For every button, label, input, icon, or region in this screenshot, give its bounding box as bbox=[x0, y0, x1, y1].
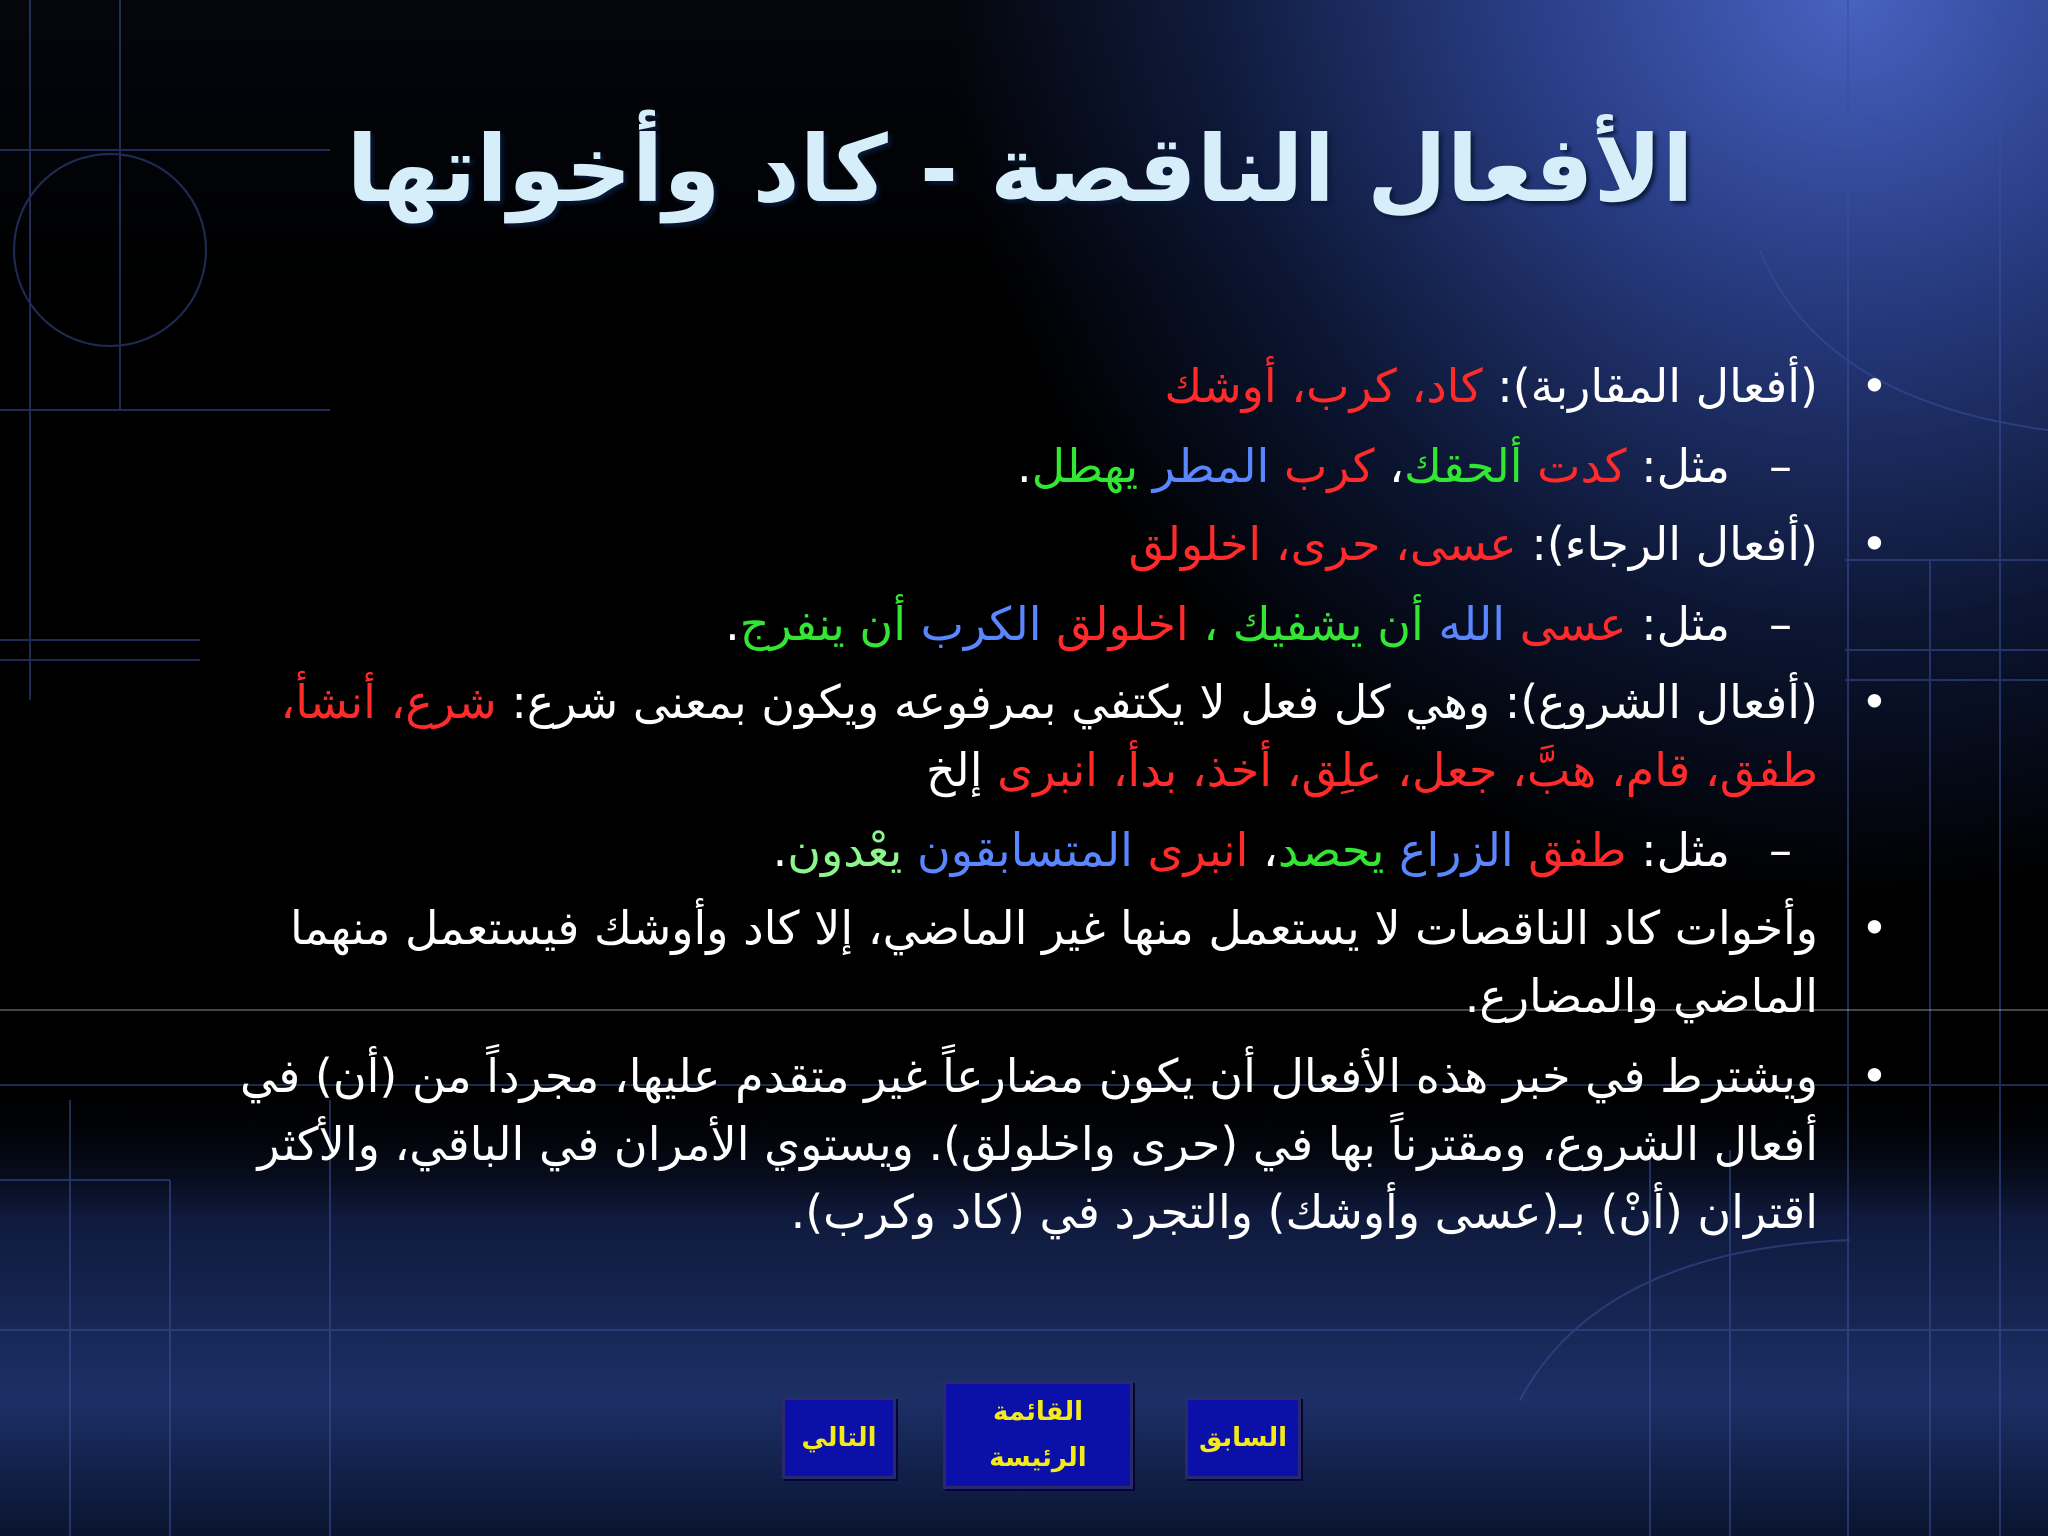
example-subject: المطر bbox=[1152, 439, 1284, 493]
bullet-text: ويشترط في خبر هذه الأفعال أن يكون مضارعاً غير متقدم عليها، مجرداً من (أن) في أفعال الشروع، ومقترناً بها في (حرى واخلولق). ويستوي الأمران في الباقي، والأكثر اقتران (أنْ) بـ(عسى وأوشك) والتجرد في (كاد وكرب). bbox=[239, 1049, 1818, 1239]
bullet-verbs-highlight: عسى، حرى، اخلولق bbox=[1128, 517, 1517, 571]
example-verb: عسى bbox=[1519, 597, 1627, 651]
dash-marker: – bbox=[1769, 597, 1792, 651]
example-label: مثل: bbox=[1626, 823, 1730, 877]
example-predicate: يعْدون bbox=[787, 823, 917, 877]
example-period: . bbox=[725, 597, 740, 651]
example-verb: انبرى bbox=[1147, 823, 1249, 877]
dash-marker: – bbox=[1769, 439, 1792, 493]
example-predicate: يحصد bbox=[1277, 823, 1400, 877]
example-predicate: يهطل bbox=[1031, 439, 1153, 493]
example-subject: المتسابقون bbox=[916, 823, 1148, 877]
example-subject: الزراع bbox=[1399, 823, 1529, 877]
bullet-lead: (أفعال الشروع): وهي كل فعل لا يكتفي بمرفوعه ويكون بمعنى شرع: bbox=[496, 675, 1818, 729]
previous-button[interactable]: السابق bbox=[1185, 1397, 1301, 1479]
bullet-hope-verbs bbox=[208, 510, 1818, 578]
example-hope-verbs bbox=[208, 590, 1818, 658]
example-separator: ، bbox=[1248, 823, 1278, 877]
dash-marker: – bbox=[1769, 823, 1792, 877]
example-inception-verbs bbox=[208, 816, 1818, 884]
example-subject: الكرب bbox=[920, 597, 1057, 651]
bullet-lead: (أفعال الرجاء): bbox=[1516, 517, 1818, 571]
example-separator: ، bbox=[1374, 439, 1404, 493]
example-period: . bbox=[1016, 439, 1032, 493]
bullet-tail: إلخ bbox=[925, 743, 998, 797]
bullet-tense-usage bbox=[208, 894, 1818, 1030]
bullet-verbs-highlight: كاد، كرب، أوشك bbox=[1164, 359, 1483, 413]
next-button[interactable]: التالي bbox=[782, 1397, 896, 1479]
slide-content bbox=[208, 352, 1818, 1258]
home-menu-button[interactable]: القائمة الرئيسة bbox=[943, 1381, 1133, 1489]
example-predicate: ألحقك bbox=[1404, 439, 1538, 493]
example-predicate: أن ينفرج bbox=[739, 597, 921, 651]
bullet-lead: (أفعال المقاربة): bbox=[1482, 359, 1818, 413]
example-label: مثل: bbox=[1626, 439, 1730, 493]
example-label: مثل: bbox=[1626, 597, 1730, 651]
example-predicate: أن يشفيك ، bbox=[1188, 597, 1439, 651]
bullet-verbs-highlight: شرع، أنشأ، طفق، قام، هبَّ، جعل، علِق، أخذ، بدأ، انبرى bbox=[280, 675, 1818, 797]
slide-title: الأفعال الناقصة - كاد وأخواتها bbox=[346, 116, 1694, 223]
example-verb: اخلولق bbox=[1056, 597, 1189, 651]
bullet-approach-verbs bbox=[208, 352, 1818, 420]
example-period: . bbox=[772, 823, 788, 877]
bullet-predicate-condition bbox=[208, 1042, 1818, 1246]
example-verb: طفق bbox=[1528, 823, 1627, 877]
example-subject: الله bbox=[1438, 597, 1520, 651]
example-verb: كرب bbox=[1283, 439, 1375, 493]
example-verb: كدت bbox=[1537, 439, 1627, 493]
bullet-text: وأخوات كاد الناقصات لا يستعمل منها غير الماضي، إلا كاد وأوشك فيستعمل منهما الماضي والمضارع. bbox=[290, 901, 1818, 1023]
example-approach-verbs bbox=[208, 432, 1818, 500]
bullet-inception-verbs bbox=[208, 668, 1818, 804]
